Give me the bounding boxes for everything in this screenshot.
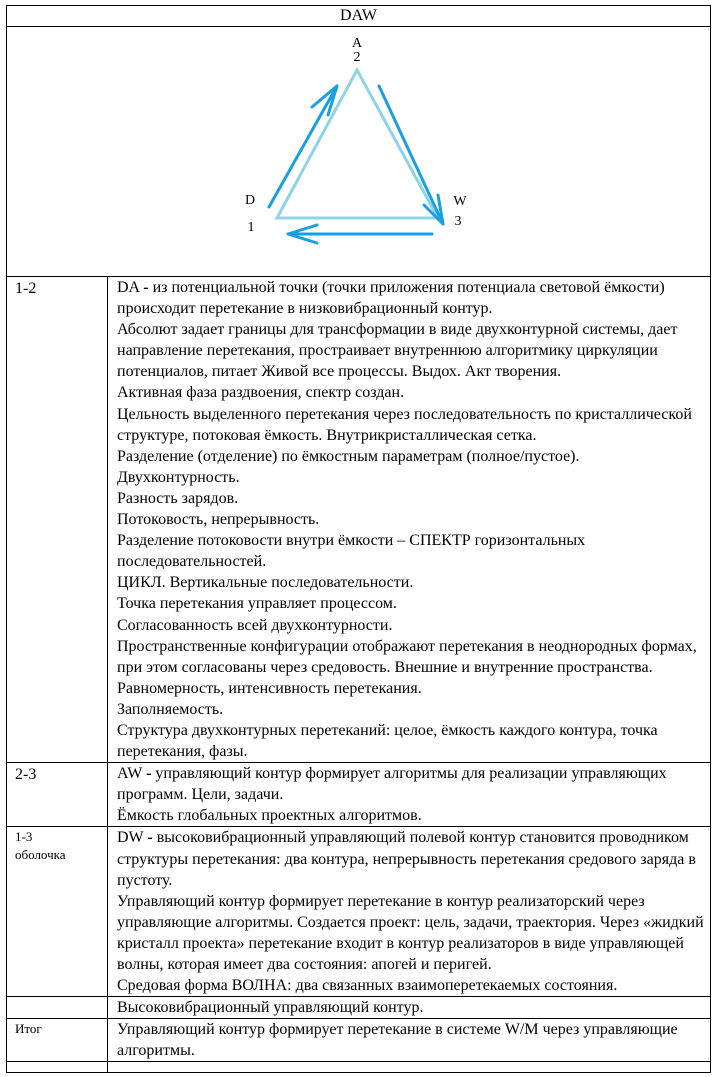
row-label-cell	[7, 1062, 108, 1073]
row-dash: -	[143, 279, 149, 296]
vertex-a-number: 2	[353, 50, 361, 65]
row-lead-code: DA	[117, 279, 140, 296]
row-content-cell	[108, 277, 711, 763]
row-paragraph: ЦИКЛ. Вертикальные последовательности.	[117, 574, 414, 592]
row-dash: -	[146, 765, 152, 783]
row-paragraph: DW - высоковибрационный управляющий полевой контур становится проводником структуры перетекания: два контура, непрерывность перетекания средового заряда в пустоту.	[117, 829, 696, 889]
row-paragraph: AW - управляющий контур формирует алгоритмы для реализации управляющих программ. Цели, задачи.	[117, 765, 667, 804]
table-row	[7, 827, 711, 997]
row-label-cell	[7, 277, 108, 763]
row-label-cell	[7, 997, 108, 1019]
table-title: DAW	[7, 6, 711, 27]
row-label-cell	[7, 1019, 108, 1062]
vertex-d-letter: D	[244, 193, 256, 208]
row-paragraph: Управляющий контур формирует перетекание в контур реализаторский через управляющие алгоритмы. Создается проект: цель, задачи, траектория. Через «жидкий кристалл проекта» перетекание входит в контур реализаторов в виде управляющей волны, которая имеет два состояния: апогей и перигей.	[117, 892, 704, 973]
row-paragraph: Средовая форма ВОЛНА: два связанных взаимоперетекаемых состояния.	[117, 977, 618, 995]
row-paragraph: Абсолют задает границы для трансформации в виде двухконтурной системы, дает направление перетекания, простраивает внутреннюю алгоритмику циркуляции потенциалов, питает Живой все процессы. Выдох. Акт творения.	[117, 321, 678, 381]
row-sublabel: оболочка	[15, 847, 66, 863]
row-content-cell	[108, 1019, 711, 1062]
diagram-row	[7, 27, 711, 277]
daw-table	[6, 5, 711, 1073]
header-row	[7, 6, 711, 27]
row-paragraph: Согласованность всей двухконтурности.	[117, 616, 393, 634]
vertex-w-number: 3	[454, 214, 462, 229]
row-paragraph: Разделение (отделение) по ёмкостным параметрам (полное/пустое).	[117, 447, 580, 465]
daw-triangle-diagram	[7, 27, 712, 276]
row-content-cell	[108, 763, 711, 827]
row-lead-code: AW	[117, 765, 143, 783]
arrow-down-icon	[379, 86, 443, 224]
row-paragraph: Заполняемость.	[117, 700, 224, 718]
row-paragraph: Управляющий контур формирует перетекание в системе W/M через управляющие алгоритмы.	[117, 1021, 678, 1060]
vertex-d-number: 1	[247, 220, 255, 235]
row-paragraph: Ёмкость глобальных проектных алгоритмов.	[117, 807, 422, 825]
arrow-up-icon	[269, 86, 337, 207]
row-paragraph: Разность зарядов.	[117, 489, 239, 507]
row-paragraph: Структура двухконтурных перетеканий: целое, ёмкость каждого контура, точка перетекания, фазы.	[117, 721, 658, 761]
row-paragraph: Потоковость, непрерывность.	[117, 511, 320, 529]
table-row	[7, 763, 711, 827]
row-lead-code: DW	[117, 829, 144, 847]
diagram-cell	[7, 27, 711, 277]
row-paragraph: DA - из потенциальной точки (точки приложения потенциала световой ёмкости) происходит перетекание в низковибрационный контур.	[117, 279, 665, 318]
row-dash: -	[147, 829, 153, 847]
table-row	[7, 1019, 711, 1062]
triangle-shape	[277, 70, 438, 218]
row-content-cell	[108, 1062, 711, 1073]
row-paragraph: Пространственные конфигурации отображают перетекания в неоднородных формах, при этом согласованы через средовость. Внешние и внутренние пространства.	[117, 637, 697, 676]
vertex-a-letter: A	[351, 36, 363, 51]
row-label: Итог	[15, 1021, 42, 1037]
row-paragraph: Активная фаза раздвоения, спектр создан.	[117, 384, 405, 402]
row-content-cell	[108, 827, 711, 997]
row-paragraph: Двухконтурность.	[117, 468, 240, 486]
row-paragraph: Точка перетекания управляет процессом.	[117, 595, 397, 613]
row-paragraph: Цельность выделенного перетекания через последовательность по кристаллической структуре, потоковая ёмкость. Внутрикристаллическая сетка.	[117, 405, 692, 444]
row-paragraph: Равномерность, интенсивность перетекания.	[117, 679, 422, 697]
arrow-left-icon	[288, 225, 432, 243]
row-content-cell	[108, 997, 711, 1019]
row-label-cell	[7, 827, 108, 997]
row-label: 1-2	[15, 280, 37, 297]
row-label-cell	[7, 763, 108, 827]
table-row	[7, 997, 711, 1019]
row-paragraph: Разделение потоковости внутри ёмкости – СПЕКТР горизонтальных последовательностей.	[117, 532, 586, 571]
row-label: 1-3	[15, 829, 33, 845]
row-paragraph: Высоковибрационный управляющий контур.	[117, 999, 424, 1017]
table-row	[7, 277, 711, 763]
vertex-w-letter: W	[453, 194, 467, 209]
table-row-partial	[7, 1062, 711, 1073]
row-label: 2-3	[15, 766, 37, 784]
